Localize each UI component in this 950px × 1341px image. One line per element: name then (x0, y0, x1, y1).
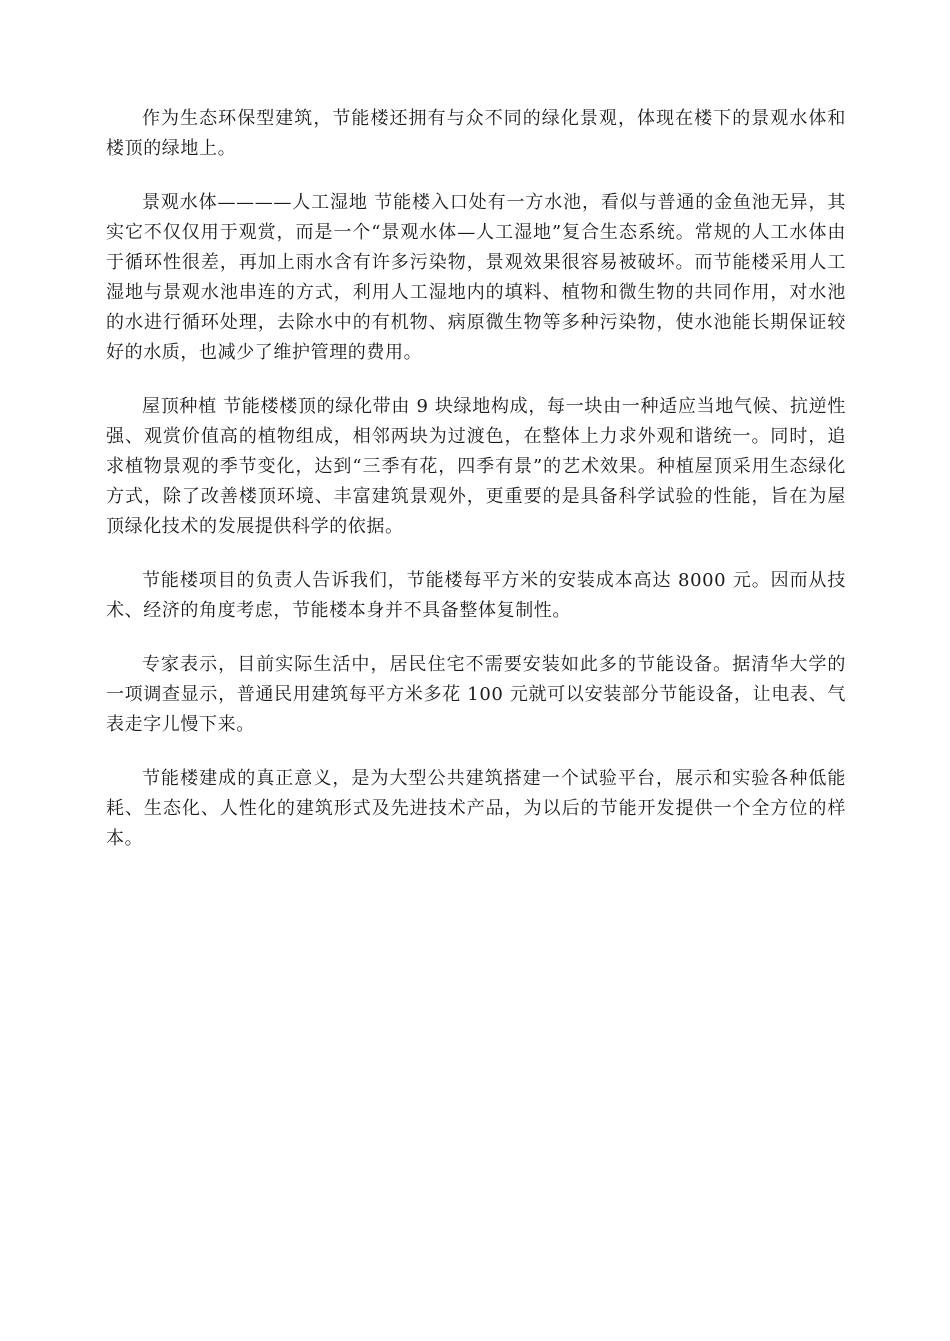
document-body (106, 104, 846, 878)
paragraph-significance: 节能楼建成的真正意义，是为大型公共建筑搭建一个试验平台，展示和实验各种低能耗、生态化、人性化的建筑形式及先进技术产品，为以后的节能开发提供一个全方位的样本。 (106, 768, 846, 849)
paragraph-intro: 作为生态环保型建筑，节能楼还拥有与众不同的绿化景观，体现在楼下的景观水体和楼顶的绿地上。 (106, 108, 846, 159)
paragraph-roof-planting: 屋顶种植 节能楼楼顶的绿化带由 9 块绿地构成，每一块由一种适应当地气候、抗逆性强、观赏价值高的植物组成，相邻两块为过渡色，在整体上力求外观和谐统一。同时，追求植物景观的季节变化，达到“三季有花，四季有景”的艺术效果。种植屋顶采用生态绿化方式，除了改善楼顶环境、丰富建筑景观外，更重要的是具备科学试验的性能，旨在为屋顶绿化技术的发展提供科学的依据。 (106, 396, 846, 537)
paragraph-landscape-water: 景观水体————人工湿地 节能楼入口处有一方水池，看似与普通的金鱼池无异，其实它不仅仅用于观赏，而是一个“景观水体—人工湿地”复合生态系统。常规的人工水体由于循环性很差，再加上雨水含有许多污染物，景观效果很容易被破坏。而节能楼采用人工湿地与景观水池串连的方式，利用人工湿地内的填料、植物和微生物的共同作用，对水池的水进行循环处理，去除水中的有机物、病原微生物等多种污染物，使水池能长期保证较好的水质，也减少了维护管理的费用。 (106, 192, 846, 363)
paragraph-expert: 专家表示，目前实际生活中，居民住宅不需要安装如此多的节能设备。据清华大学的一项调查显示，普通民用建筑每平方米多花 100 元就可以安装部分节能设备，让电表、气表走字儿慢下来。 (106, 654, 846, 735)
paragraph-cost: 节能楼项目的负责人告诉我们，节能楼每平方米的安装成本高达 8000 元。因而从技术、经济的角度考虑，节能楼本身并不具备整体复制性。 (106, 570, 846, 621)
